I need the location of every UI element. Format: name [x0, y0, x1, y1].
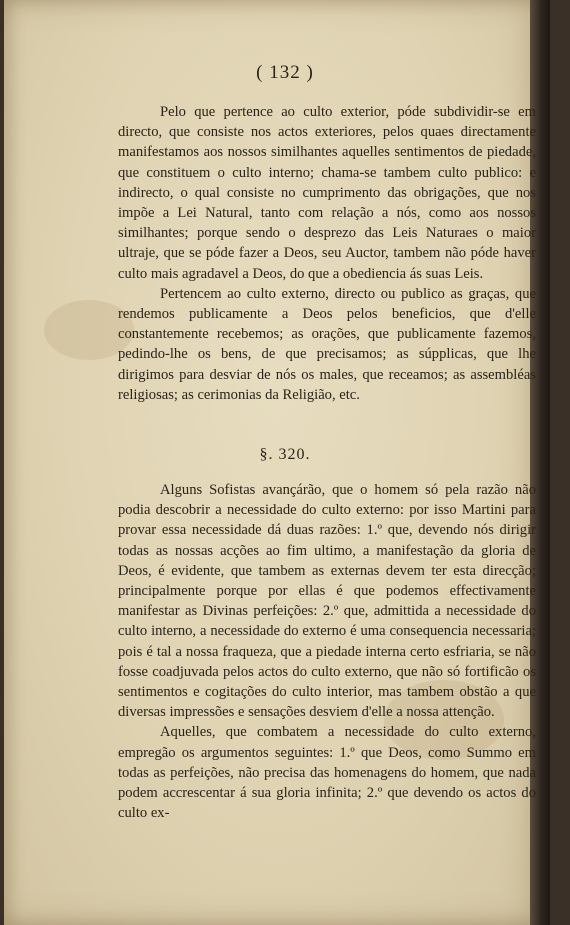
paragraph: Pelo que pertence ao culto exterior, póde subdividir-se em directo, que consiste nos actos exteriores, pelos quaes directamente manifestamos aos nossos similhantes aquelles sentimentos de piedade, que constituem o culto interno; chama-se tambem culto publico: e indirecto, o qual consiste no cumprimento das obrigações, que nos impõe a Lei Natural, tanto com relação a nós, como aos nossos similhantes; porque sendo o desprezo das Leis Naturaes o maior ultraje, que se póde fazer a Deos, seu Auctor, tambem não póde haver culto mais agradavel a Deos, do que a obediencia ás suas Leis. [118, 104, 536, 282]
text-block-bottom [118, 480, 536, 823]
paragraph: Aquelles, que combatem a necessidade do culto externo, empregão os argumentos seguintes: 1.º que Deos, como Summo em todas as perfeições, não precisa das homenagens do homem, que nada podem accrescentar á sua gloria infinita; 2.º que devendo os actos do culto ex- [118, 724, 536, 822]
text-block-top [118, 102, 536, 405]
paragraph: Pertencem ao culto externo, directo ou publico as graças, que rendemos publicamente a Deos pelos beneficios, que d'elle constantemente recebemos; as orações, que publicamente fazemos, pedindo-lhe os bens, de que precisamos; as súpplicas, que lhe dirigimos para desviar de nós os males, que receamos; as assembléas religiosas; as cerimonias da Religião, etc. [118, 285, 536, 403]
paragraph: Alguns Sofistas avançárão, que o homem só pela razão não podia descobrir a necessidade do culto externo: por isso Martini para provar essa necessidade dá duas razões: 1.º que, devendo nós dirigir todas as nossas acções ao fim ultimo, a manifestação da gloria de Deos, é evidente, que tambem as externas devem ter esta direcção; principalmente porque por ellas é que podemos effectivamente manifestar as Divinas perfeições: 2.º que, admittida a necessidade do culto interno, a necessidade do externo é uma consequencia necessaria; pois é tal a nossa fraqueza, que a piedade interna certo esfriaria, se não fosse coadjuvada pelos actos do culto externo, que não só fortificão os sentimentos e cogitações do culto interior, mas tambem obstão a que diversas impressões e sensações desviem d'elle a nossa attenção. [118, 482, 536, 721]
section-heading: §. 320. [259, 446, 311, 463]
page-number: ( 132 ) [256, 62, 314, 83]
